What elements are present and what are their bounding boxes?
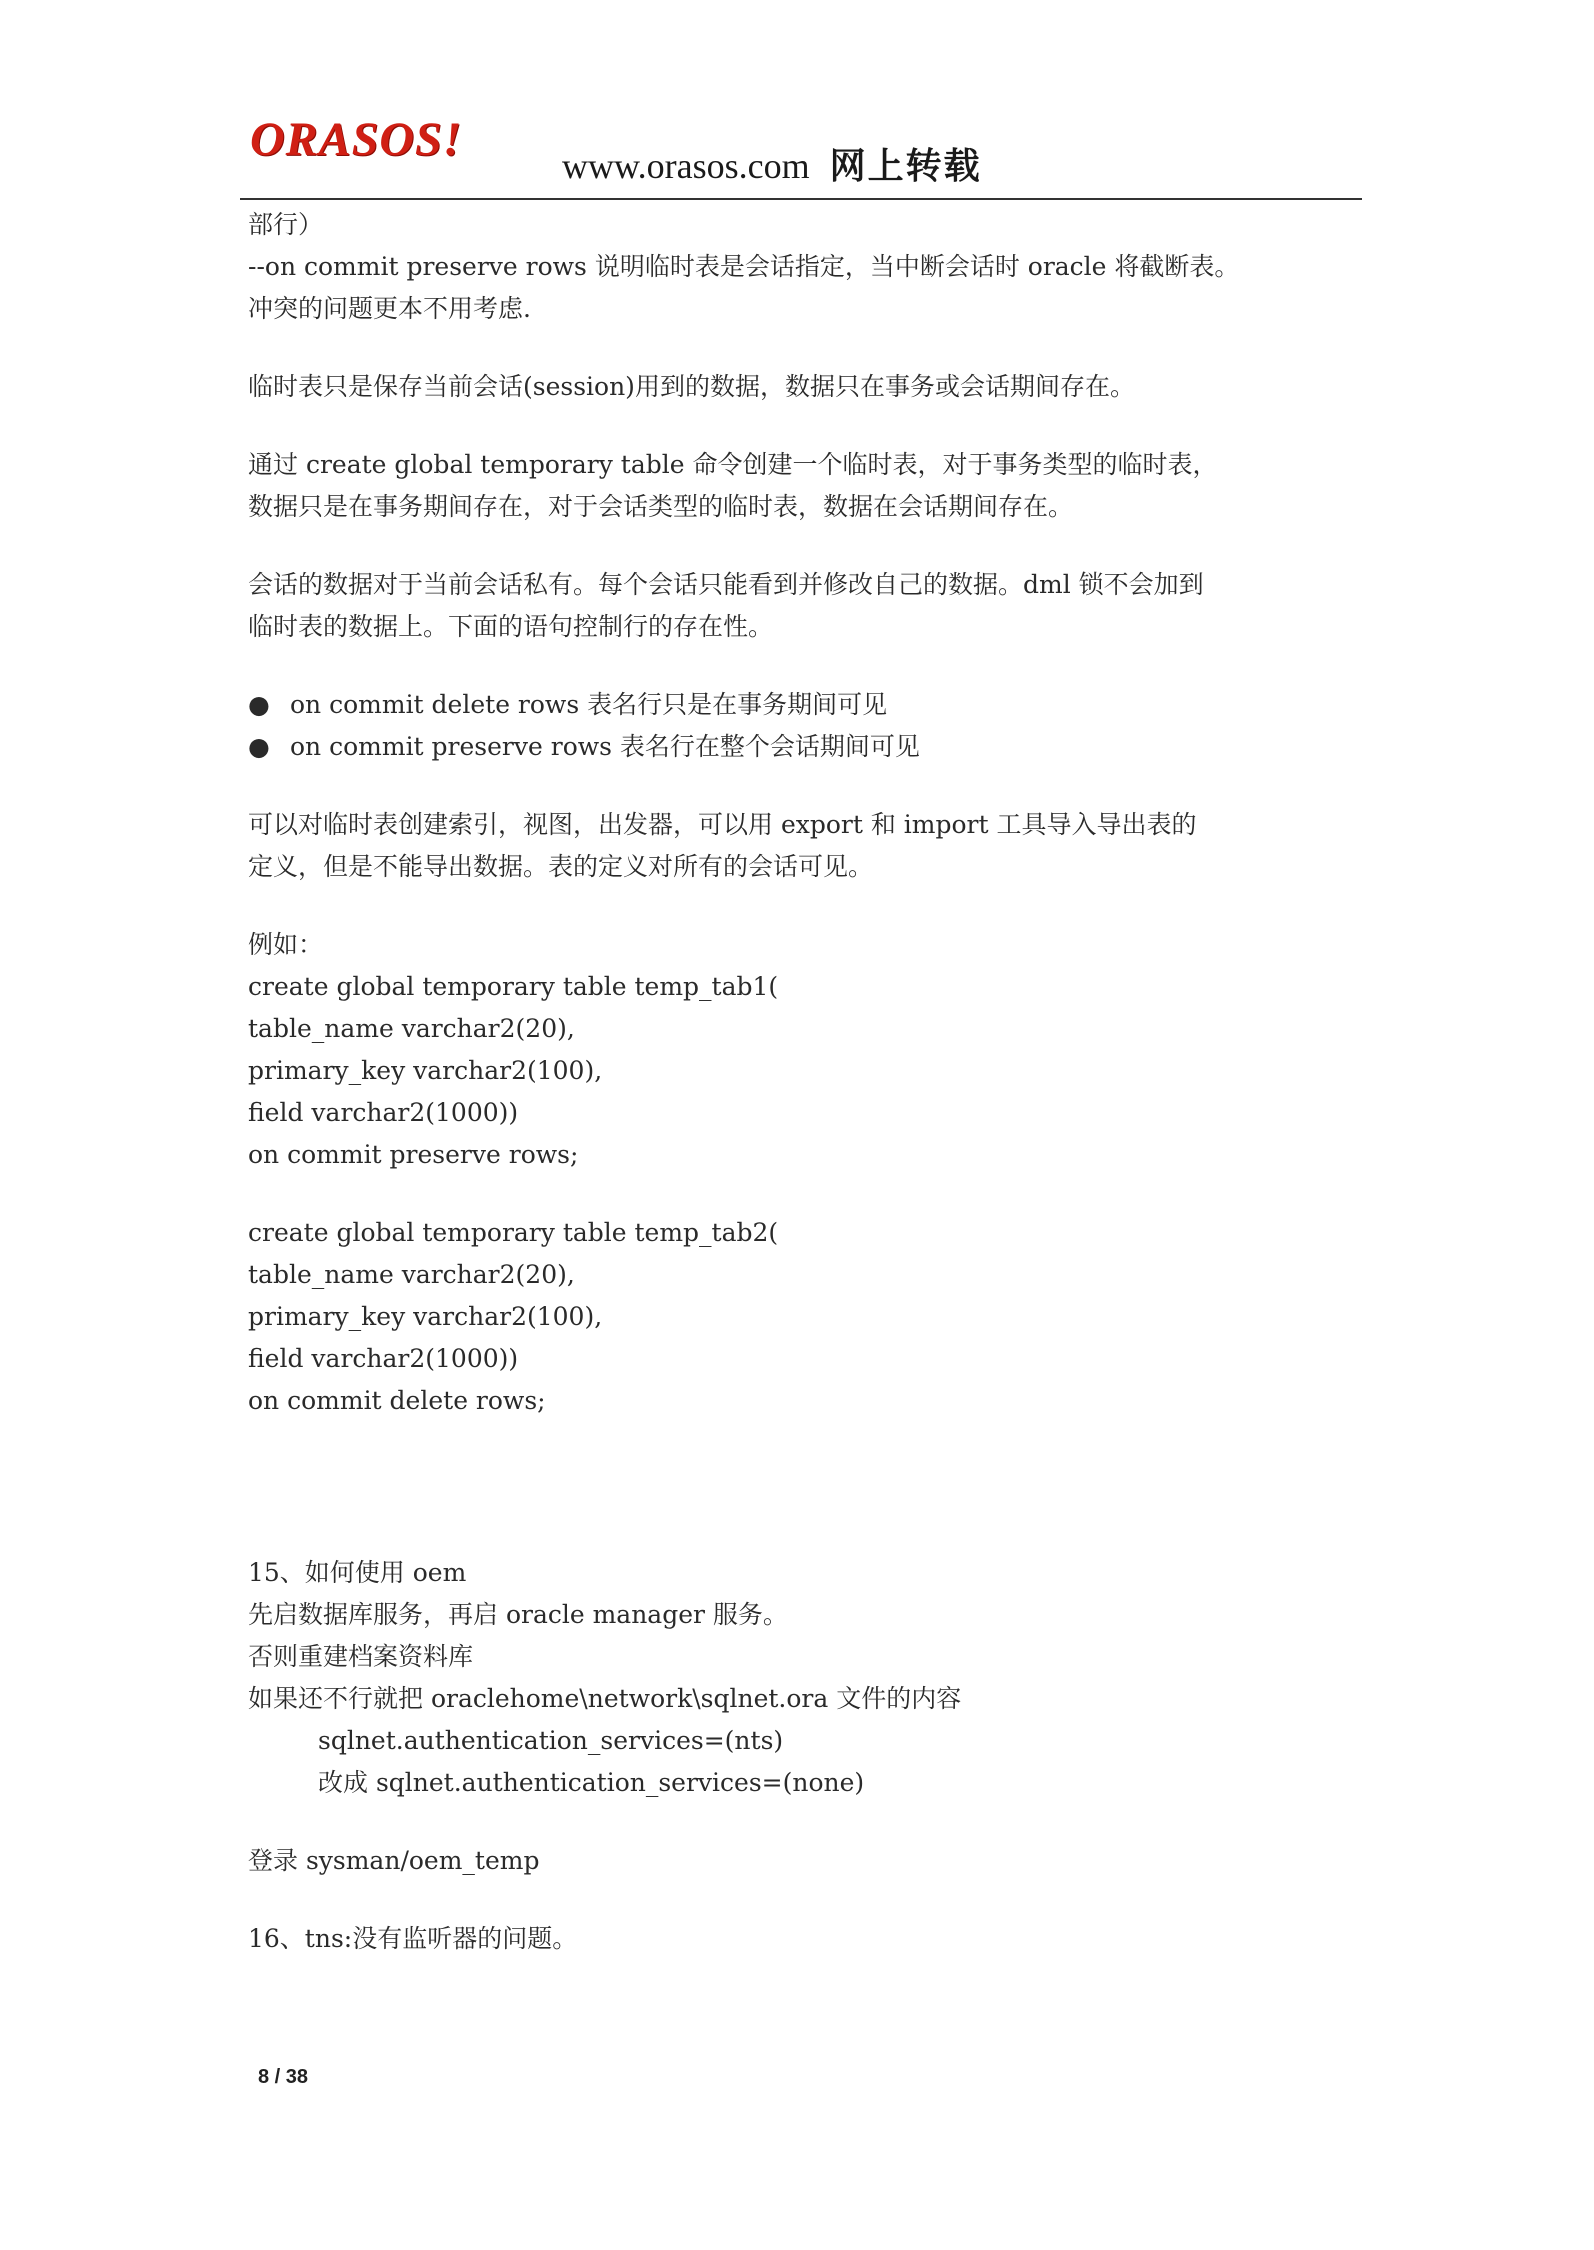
text-line: 先启数据库服务，再启 oracle manager 服务。: [248, 1600, 788, 1629]
code-line: table_name varchar2(20),: [248, 1260, 575, 1289]
text-line: 如果还不行就把 oraclehome\network\sqlnet.ora 文件的内容: [248, 1684, 962, 1713]
code-line: table_name varchar2(20),: [248, 1014, 575, 1043]
code-line: primary_key varchar2(100),: [248, 1302, 603, 1331]
code-line: create global temporary table temp_tab1(: [248, 972, 779, 1001]
section-heading: 16、tns:没有监听器的问题。: [248, 1924, 578, 1953]
bullet-item: [248, 726, 1368, 768]
page-number: 8 / 38: [258, 2066, 309, 2088]
code-line: sqlnet.authentication_services=(nts): [318, 1726, 784, 1755]
section-heading: 15、如何使用 oem: [248, 1558, 467, 1587]
code-line: on commit preserve rows;: [248, 1140, 579, 1169]
code-line: on commit delete rows;: [248, 1386, 546, 1415]
site-tag: 网上转载: [829, 146, 982, 186]
text-line: 登录 sysman/oem_temp: [248, 1846, 540, 1875]
text-line: 定义，但是不能导出数据。表的定义对所有的会话可见。: [248, 852, 874, 881]
page-content: [248, 204, 1368, 1960]
text-line: 会话的数据对于当前会话私有。每个会话只能看到并修改自己的数据。dml 锁不会加到: [248, 570, 1204, 599]
code-line: 改成 sqlnet.authentication_services=(none): [318, 1768, 865, 1797]
orasos-logo: ORASOS!: [250, 113, 463, 166]
bullet-item: [248, 684, 1368, 726]
text-line: 数据只是在事务期间存在，对于会话类型的临时表，数据在会话期间存在。: [248, 492, 1074, 521]
code-line: create global temporary table temp_tab2(: [248, 1218, 779, 1247]
bullet-text: on commit preserve rows 表名行在整个会话期间可见: [290, 732, 920, 761]
bullet-icon: ●: [248, 732, 270, 761]
code-line: field varchar2(1000)): [248, 1098, 519, 1127]
text-line: 可以对临时表创建索引，视图，出发器，可以用 export 和 import 工具导入导出表的: [248, 810, 1197, 839]
page-header: [250, 100, 1360, 200]
bullet-icon: ●: [248, 690, 270, 719]
code-line: field varchar2(1000)): [248, 1344, 519, 1373]
text-line: 临时表只是保存当前会话(session)用到的数据，数据只在事务或会话期间存在。: [248, 372, 1135, 401]
bullet-text: on commit delete rows 表名行只是在事务期间可见: [290, 690, 888, 719]
site-banner: [562, 138, 982, 189]
text-line: --on commit preserve rows 说明临时表是会话指定，当中断会话时 oracle 将截断表。: [248, 252, 1240, 281]
example-label: 例如：: [248, 930, 324, 959]
text-line: 冲突的问题更本不用考虑.: [248, 294, 531, 323]
text-line: 通过 create global temporary table 命令创建一个临时表，对于事务类型的临时表，: [248, 450, 1218, 479]
text-line: 临时表的数据上。下面的语句控制行的存在性。: [248, 612, 774, 641]
text-line: 否则重建档案资料库: [248, 1642, 474, 1671]
header-divider: [240, 198, 1362, 200]
text-line: 部行）: [248, 210, 324, 239]
code-line: primary_key varchar2(100),: [248, 1056, 603, 1085]
site-url: www.orasos.com: [562, 146, 810, 186]
